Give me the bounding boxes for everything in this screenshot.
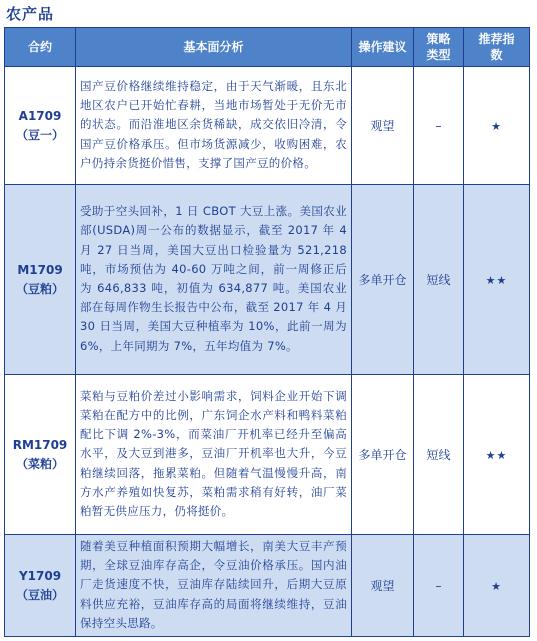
strategy-cell: 短线 <box>414 185 464 375</box>
analysis-cell: 随着美豆种植面积预期大幅增长，南美大豆丰产预期，全球豆油库存高企，令豆油价格承压。国内油厂走货速度不快，豆油库存陆续回升，后期大豆原料供应充裕，豆油库存高的局面将继续维持，豆油保持空头思路。 <box>76 535 352 637</box>
header-rating: 推荐指数 <box>464 28 530 67</box>
table-row <box>5 67 530 185</box>
contract-code: Y1709 <box>18 568 62 583</box>
rating-cell <box>464 67 530 185</box>
strategy-cell: – <box>414 67 464 185</box>
advice-cell: 观望 <box>352 535 414 637</box>
contract-name: （豆一） <box>15 127 64 142</box>
advice-cell: 多单开仓 <box>352 185 414 375</box>
star-icon: ★★ <box>485 273 508 287</box>
contract-cell <box>5 375 76 535</box>
contract-name: （菜粕） <box>15 456 64 471</box>
rating-cell <box>464 535 530 637</box>
advice-cell: 观望 <box>352 67 414 185</box>
table-header-row <box>5 28 530 67</box>
advice-cell: 多单开仓 <box>352 375 414 535</box>
header-strategy-type: 策略类型 <box>414 28 464 67</box>
star-icon: ★★ <box>485 448 508 462</box>
analysis-cell: 受助于空头回补，1 日 CBOT 大豆上涨。美国农业部(USDA)周一公布的数据显示，截至 2017 年 4 月 27 日当周，美国大豆出口检验量为 521,218 吨，市场预估为 40-60 万吨之间，前一周修正后为 646,833 吨，初值为 634,877 吨。美国农业部在每周作物生长报告中公布，截至 2017 年 4 月 30 日当周，美国大豆种植率为 10%，此前一周为 6%，上年同期为 7%，五年均值为 7%。 <box>76 185 352 375</box>
rating-cell <box>464 375 530 535</box>
contract-code: RM1709 <box>12 437 68 452</box>
table-row <box>5 375 530 535</box>
table-row <box>5 535 530 637</box>
strategy-cell: – <box>414 535 464 637</box>
star-icon: ★ <box>491 119 502 133</box>
header-analysis: 基本面分析 <box>76 28 352 67</box>
contract-code: A1709 <box>18 108 62 123</box>
strategy-cell: 短线 <box>414 375 464 535</box>
contract-name: （豆油） <box>15 587 64 602</box>
header-advice: 操作建议 <box>352 28 414 67</box>
contract-name: （豆粕） <box>15 281 64 296</box>
star-icon: ★ <box>491 579 502 593</box>
recommendation-table <box>4 27 530 637</box>
analysis-cell: 国产豆价格继续维持稳定，由于天气渐暖，且东北地区农户已开始忙春耕，当地市场暂处于无价无市的状态。而沿淮地区余货稀缺，成交依旧冷清，令国产豆价格承压。但市场货源减少，收购困难，农户仍持余货挺价惜售，支撑了国产豆的价格。 <box>76 67 352 185</box>
contract-cell <box>5 185 76 375</box>
header-contract: 合约 <box>5 28 76 67</box>
table-row <box>5 185 530 375</box>
rating-cell <box>464 185 530 375</box>
contract-cell <box>5 535 76 637</box>
contract-cell <box>5 67 76 185</box>
analysis-cell: 菜粕与豆粕价差过小影响需求，饲料企业开始下调菜粕在配方中的比例，广东饲企水产料和鸭料菜粕配比下调 2%-3%，而菜油厂开机率已经升至偏高水平，及大豆到港多，豆油厂开机率也大升，今豆粕继续回落，拖累菜粕。但随着气温慢慢升高，南方水产养殖如快复苏，菜粕需求稍有好转，油厂菜粕暂无供应压力，仍将挺价。 <box>76 375 352 535</box>
section-title: 农产品 <box>6 5 55 23</box>
contract-code: M1709 <box>17 262 63 277</box>
